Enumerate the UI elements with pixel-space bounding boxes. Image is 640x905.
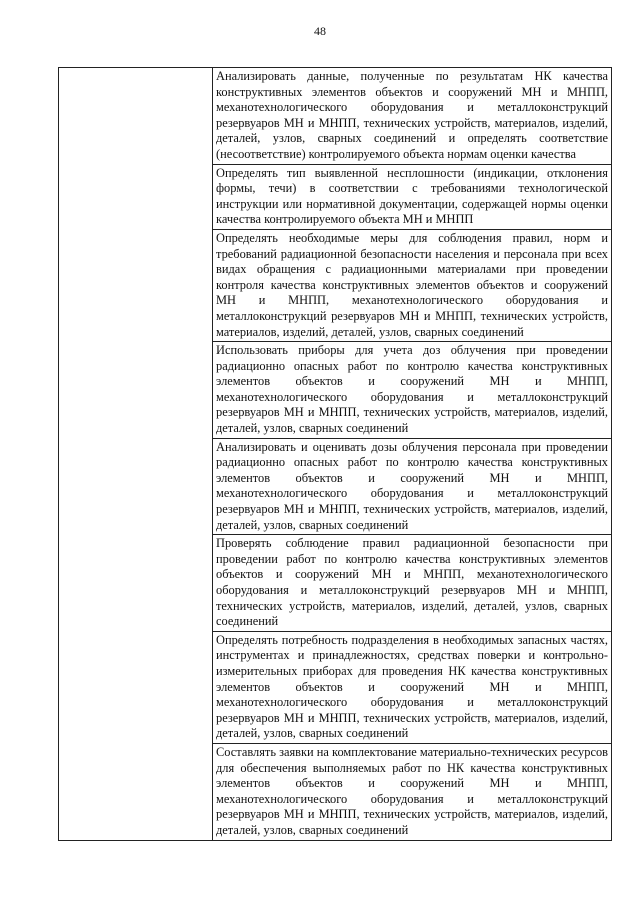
table-left-cell (59, 68, 213, 841)
skills-table (58, 67, 612, 841)
table-row (59, 68, 612, 841)
list-item: Анализировать данные, полученные по результатам НК качества конструктивных элементов объектов и сооружений МН и МНПП, механотехнологического оборудования и металлоконструкций резервуаров МН и МНПП, технических устройств, материалов, изделий, деталей, узлов, сварных соединений и определять соответствие (несоответствие) контролируемого объекта нормам оценки качества (213, 68, 611, 165)
entries-list (213, 68, 611, 840)
list-item: Проверять соблюдение правил радиационной безопасности при проведении работ по контролю качества конструктивных элементов объектов и сооружений МН и МНПП, механотехнологического оборудования и металлоконструкций резервуаров МН и МНПП, технических устройств, материалов, изделий, деталей, узлов, сварных соединений (213, 535, 611, 632)
list-item: Определять необходимые меры для соблюдения правил, норм и требований радиационной безопасности населения и персонала при всех видах обращения с радиационными материалами при проведении контроля качества конструктивных элементов объектов и сооружений МН и МНПП, механотехнологического оборудования и металлоконструкций резервуаров МН и МНПП, технических устройств, материалов, изделий, деталей, узлов, сварных соединений (213, 230, 611, 342)
list-item: Определять потребность подразделения в необходимых запасных частях, инструментах и принадлежностях, средствах поверки и контрольно-измерительных приборах для проведения НК качества конструктивных элементов объектов и сооружений МН и МНПП, механотехнологического оборудования и металлоконструкций резервуаров МН и МНПП, технических устройств, материалов, изделий, деталей, узлов, сварных соединений (213, 632, 611, 744)
list-item: Определять тип выявленной несплошности (индикации, отклонения формы, течи) в соответствии с требованиями технологической инструкции или нормативной документации, содержащей нормы оценки качества контролируемого объекта МН и МНПП (213, 165, 611, 230)
list-item: Анализировать и оценивать дозы облучения персонала при проведении радиационно опасных работ по контролю качества конструктивных элементов объектов и сооружений МН и МНПП, механотехнологического оборудования и металлоконструкций резервуаров МН и МНПП, технических устройств, материалов, изделий, деталей, узлов, сварных соединений (213, 439, 611, 536)
list-item: Составлять заявки на комплектование материально-технических ресурсов для обеспечения выполняемых работ по НК качества конструктивных элементов объектов и сооружений МН и МНПП, механотехнологического оборудования и металлоконструкций резервуаров МН и МНПП, технических устройств, материалов, изделий, деталей, узлов, сварных соединений (216, 744, 608, 837)
page-number: 48 (314, 24, 326, 38)
table-right-cell (213, 68, 612, 841)
list-item: Использовать приборы для учета доз облучения при проведении радиационно опасных работ по контролю качества конструктивных элементов объектов и сооружений МН и МНПП, механотехнологического оборудования и металлоконструкций резервуаров МН и МНПП, технических устройств, материалов, изделий, деталей, узлов, сварных соединений (213, 342, 611, 439)
